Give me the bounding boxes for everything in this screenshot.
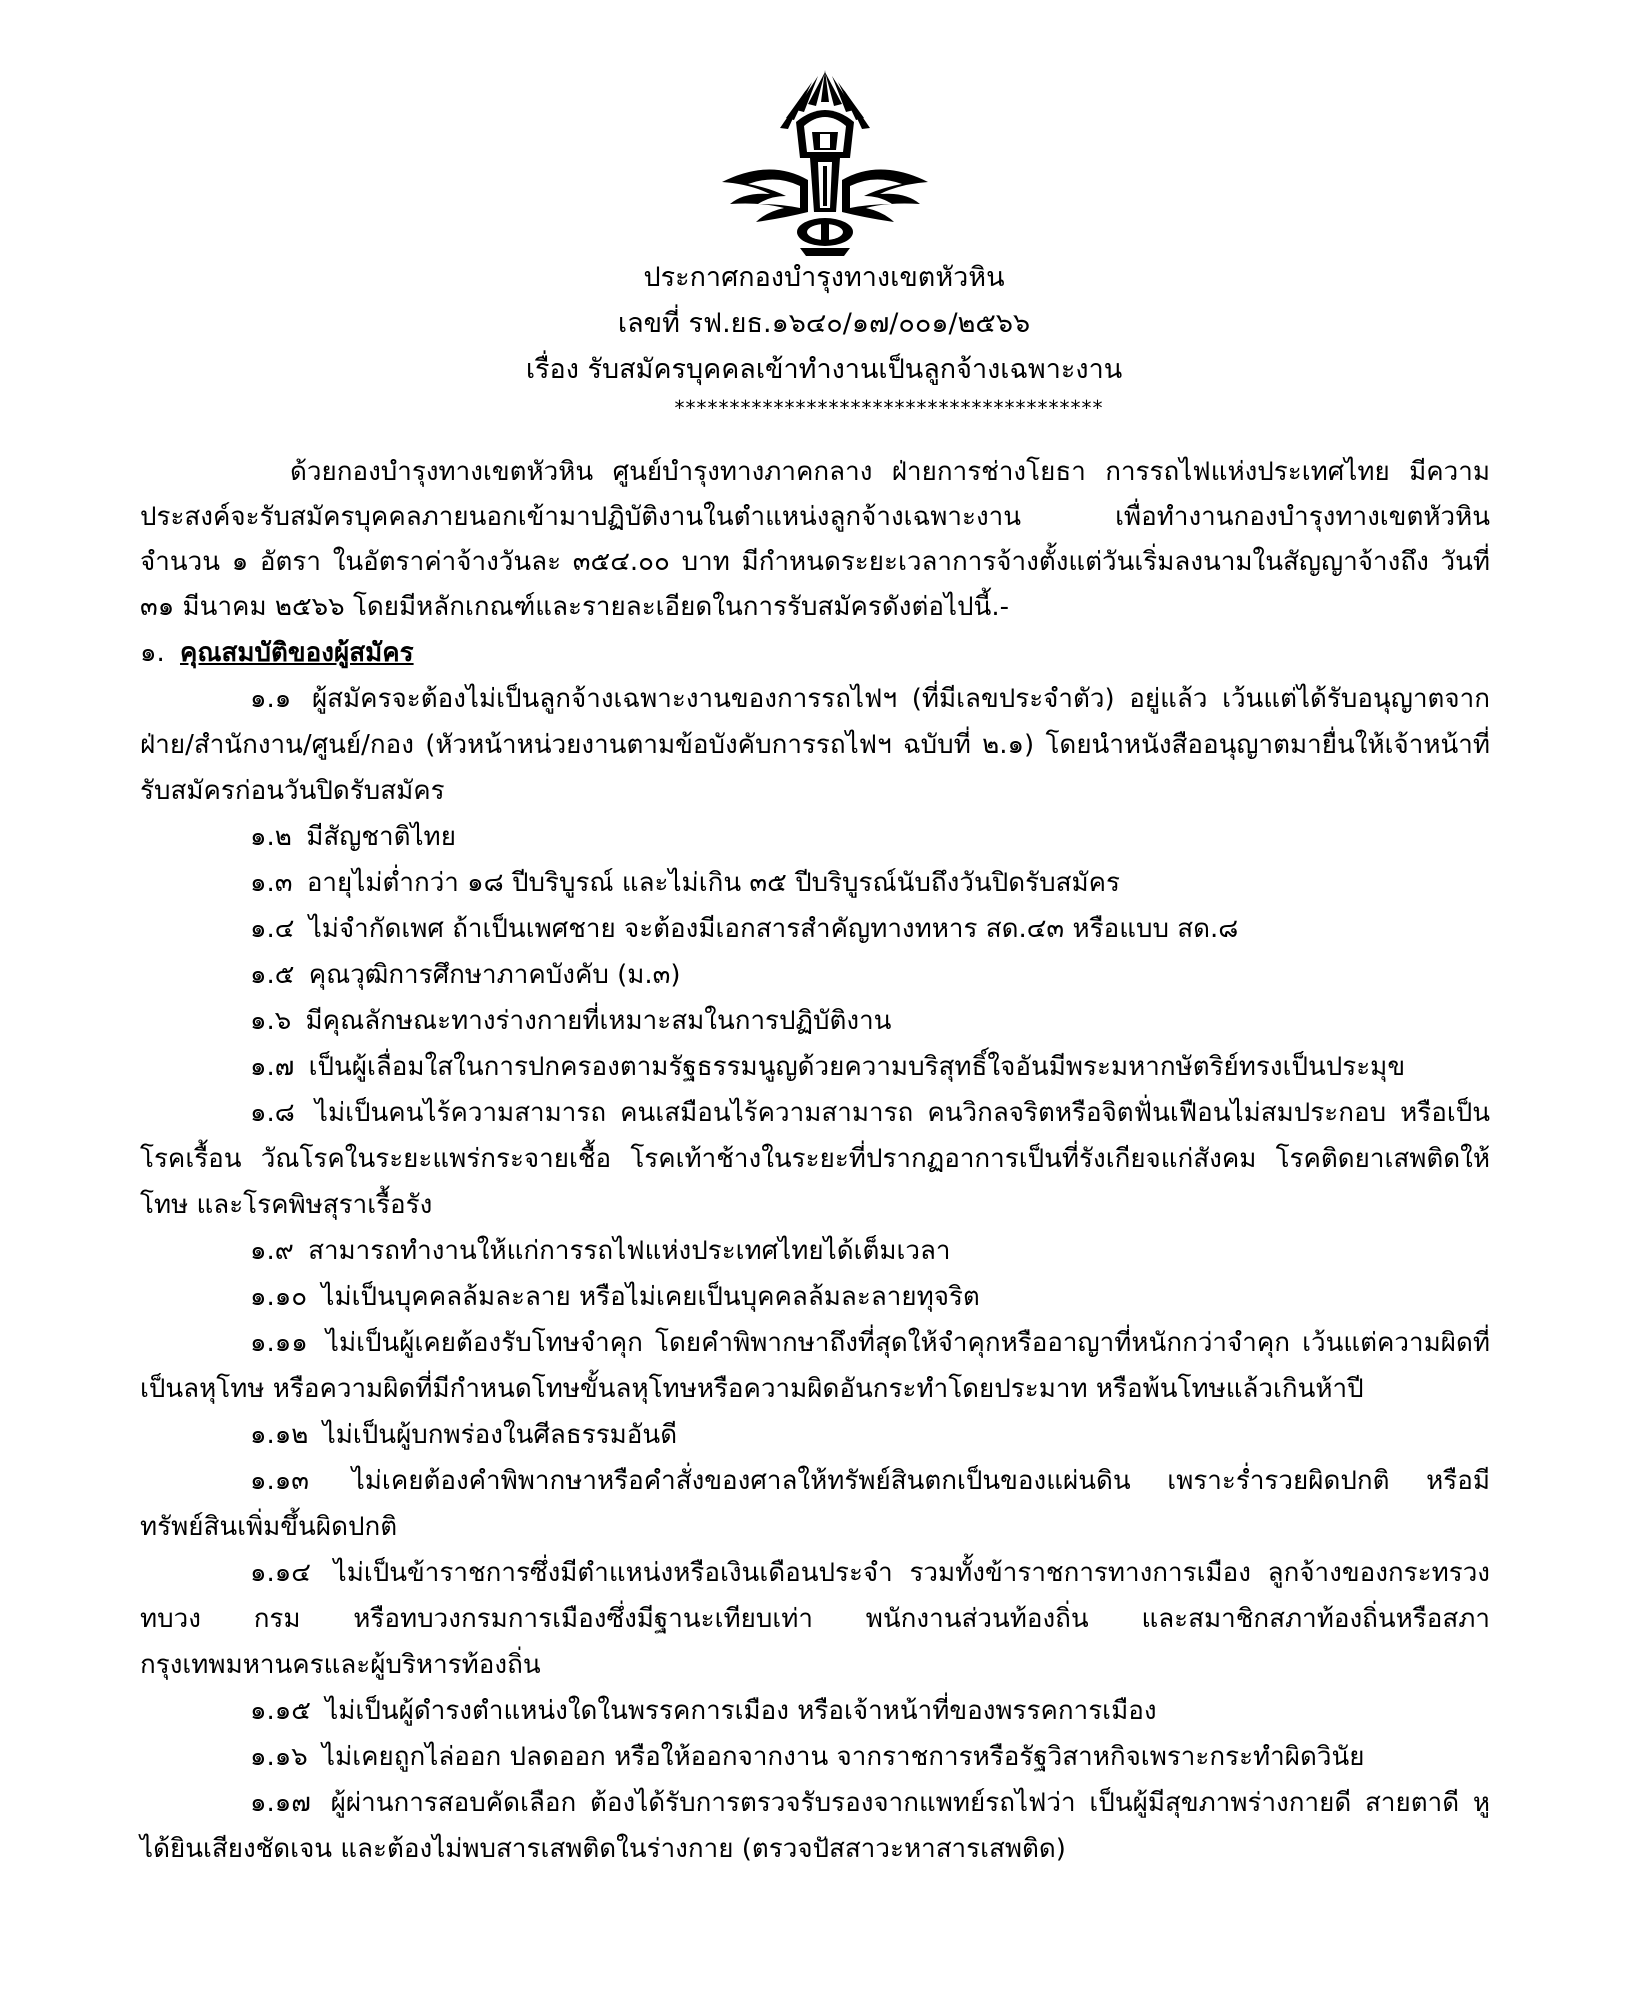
item-text: ไม่เป็นข้าราชการซึ่งมีตำแหน่งหรือเงินเดือนประจำ รวมทั้งข้าราชการทางการเมือง ลูกจ้างของกระทรวง ทบวง กรม หรือทบวงกรมการเมืองซึ่งมีฐานะเทียบเท่า พนักงานส่วนท้องถิ่น และสมาชิกสภาท้องถิ่นหรือสภากรุงเทพมหานครและผู้บริหารท้องถิ่น: [140, 1558, 1491, 1680]
item-text: ผู้สมัครจะต้องไม่เป็นลูกจ้างเฉพาะงานของการรถไฟฯ (ที่มีเลขประจำตัว) อยู่แล้ว เว้นแต่ได้รับอนุญาตจากฝ่าย/สำนักงาน/ศูนย์/กอง (หัวหน้าหน่วยงานตามข้อบังคับการรถไฟฯ ฉบับที่ ๒.๑) โดยนำหนังสืออนุญาตมายื่นให้เจ้าหน้าที่รับสมัครก่อนวันปิดรับสมัคร: [140, 684, 1491, 806]
item-text: มีสัญชาติไทย: [306, 822, 456, 852]
list-item: [140, 1734, 1490, 1780]
state-railway-emblem-icon: [700, 62, 950, 262]
item-text: มีคุณลักษณะทางร่างกายที่เหมาะสมในการปฏิบัติงาน: [305, 1006, 892, 1036]
item-text: ไม่เป็นบุคคลล้มละลาย หรือไม่เคยเป็นบุคคลล้มละลายทุจริต: [321, 1282, 980, 1312]
list-item: [140, 676, 1490, 814]
item-text: ผู้ผ่านการสอบคัดเลือก ต้องได้รับการตรวจรับรองจากแพทย์รถไฟว่า เป็นผู้มีสุขภาพร่างกายดี สายตาดี หูได้ยินเสียงชัดเจน และต้องไม่พบสารเสพติดในร่างกาย (ตรวจปัสสาวะหาสารเสพติด): [140, 1788, 1491, 1864]
list-item: [140, 952, 1490, 998]
intro-paragraph: ด้วยกองบำรุงทางเขตหัวหิน ศูนย์บำรุงทางภาคกลาง ฝ่ายการช่างโยธา การรถไฟแห่งประเทศไทย มีความประสงค์จะรับสมัครบุคคลภายนอกเข้ามาปฏิบัติงานในตำแหน่งลูกจ้างเฉพาะงาน เพื่อทำงานกองบำรุงทางเขตหัวหิน จำนวน ๑ อัตรา ในอัตราค่าจ้างวันละ ๓๕๔.๐๐ บาท มีกำหนดระยะเวลาการจ้างตั้งแต่วันเริ่มลงนามในสัญญาจ้างถึง วันที่ ๓๑ มีนาคม ๒๕๖๖ โดยมีหลักเกณฑ์และรายละเอียดในการรับสมัครดังต่อไปนี้.-: [140, 457, 1490, 622]
item-number: ๑.๕: [250, 960, 295, 990]
item-number: ๑.๑๔: [250, 1558, 311, 1588]
item-text: อายุไม่ต่ำกว่า ๑๘ ปีบริบูรณ์ และไม่เกิน ๓๕ ปีบริบูรณ์นับถึงวันปิดรับสมัคร: [306, 868, 1120, 898]
item-number: ๑.๙: [250, 1236, 294, 1266]
item-text: ไม่เคยถูกไล่ออก ปลดออก หรือให้ออกจากงาน จากราชการหรือรัฐวิสาหกิจเพราะกระทำผิดวินัย: [322, 1742, 1365, 1772]
item-text: ไม่เป็นคนไร้ความสามารถ คนเสมือนไร้ความสามารถ คนวิกลจริตหรือจิตฟั่นเฟือนไม่สมประกอบ หรือเป็นโรคเรื้อน วัณโรคในระยะแพร่กระจายเชื้อ โรคเท้าช้างในระยะที่ปรากฏอาการเป็นที่รังเกียจแก่สังคม โรคติดยาเสพติดให้โทษ และโรคพิษสุราเรื้อรัง: [140, 1098, 1490, 1220]
item-number: ๑.๑: [250, 684, 292, 714]
section-title: คุณสมบัติของผู้สมัคร: [180, 638, 414, 668]
list-item: [140, 1228, 1490, 1274]
list-item: [140, 1044, 1490, 1090]
list-item: [140, 1090, 1490, 1228]
announcement-subject: เรื่อง รับสมัครบุคคลเข้าทำงานเป็นลูกจ้างเฉพาะงาน: [525, 354, 1123, 385]
announcement-header: [0, 255, 1648, 423]
item-number: ๑.๗: [250, 1052, 295, 1082]
announcement-body: [140, 450, 1490, 1872]
list-item: [140, 1458, 1490, 1550]
list-item: [140, 1274, 1490, 1320]
item-text: ไม่เคยต้องคำพิพากษาหรือคำสั่งของศาลให้ทรัพย์สินตกเป็นของแผ่นดิน เพราะร่ำรวยผิดปกติ หรือมีทรัพย์สินเพิ่มขึ้นผิดปกติ: [140, 1466, 1490, 1542]
item-number: ๑.๑๓: [250, 1466, 310, 1496]
announcement-title: ประกาศกองบำรุงทางเขตหัวหิน: [643, 262, 1005, 293]
list-item: [140, 1412, 1490, 1458]
item-text: สามารถทำงานให้แก่การรถไฟแห่งประเทศไทยได้เต็มเวลา: [308, 1236, 951, 1266]
list-item: [140, 906, 1490, 952]
item-number: ๑.๑๕: [250, 1696, 311, 1726]
list-item: [140, 1550, 1490, 1688]
item-text: ไม่เป็นผู้ดำรงตำแหน่งใดในพรรคการเมือง หรือเจ้าหน้าที่ของพรรคการเมือง: [325, 1696, 1157, 1726]
list-item: [140, 1688, 1490, 1734]
item-text: ไม่เป็นผู้เคยต้องรับโทษจำคุก โดยคำพิพากษาถึงที่สุดให้จำคุกหรืออาญาที่หนักกว่าจำคุก เว้นแต่ความผิดที่เป็นลหุโทษ หรือความผิดที่มีกำหนดโทษขั้นลหุโทษหรือความผิดอันกระทำโดยประมาท หรือพ้นโทษแล้วเกินห้าปี: [140, 1328, 1490, 1404]
section-number: ๑.: [140, 638, 165, 668]
header-separator: ***************************************: [674, 396, 1104, 420]
list-item: [140, 860, 1490, 906]
item-number: ๑.๖: [250, 1006, 292, 1036]
list-item: [140, 1320, 1490, 1412]
item-number: ๑.๑๑: [250, 1328, 308, 1358]
announcement-number: เลขที่ รฟ.ยธ.๑๖๔๐/๑๗/๐๐๑/๒๕๖๖: [617, 308, 1031, 339]
item-number: ๑.๘: [250, 1098, 295, 1128]
item-text: ไม่จำกัดเพศ ถ้าเป็นเพศชาย จะต้องมีเอกสารสำคัญทางทหาร สด.๔๓ หรือแบบ สด.๘: [308, 914, 1239, 944]
item-text: ไม่เป็นผู้บกพร่องในศีลธรรมอันดี: [322, 1420, 678, 1450]
item-number: ๑.๒: [250, 822, 292, 852]
item-number: ๑.๑๖: [250, 1742, 308, 1772]
list-item: [140, 814, 1490, 860]
item-number: ๑.๑๗: [250, 1788, 311, 1818]
item-text: คุณวุฒิการศึกษาภาคบังคับ (ม.๓): [308, 960, 681, 990]
item-number: ๑.๑๒: [250, 1420, 309, 1450]
list-item: [140, 998, 1490, 1044]
item-number: ๑.๔: [250, 914, 295, 944]
item-number: ๑.๑๐: [250, 1282, 308, 1312]
item-number: ๑.๓: [250, 868, 293, 898]
item-text: เป็นผู้เลื่อมใสในการปกครองตามรัฐธรรมนูญด้วยความบริสุทธิ์ใจอันมีพระมหากษัตริย์ทรงเป็นประมุข: [308, 1052, 1406, 1082]
section-heading: [140, 630, 1490, 676]
list-item: [140, 1780, 1490, 1872]
